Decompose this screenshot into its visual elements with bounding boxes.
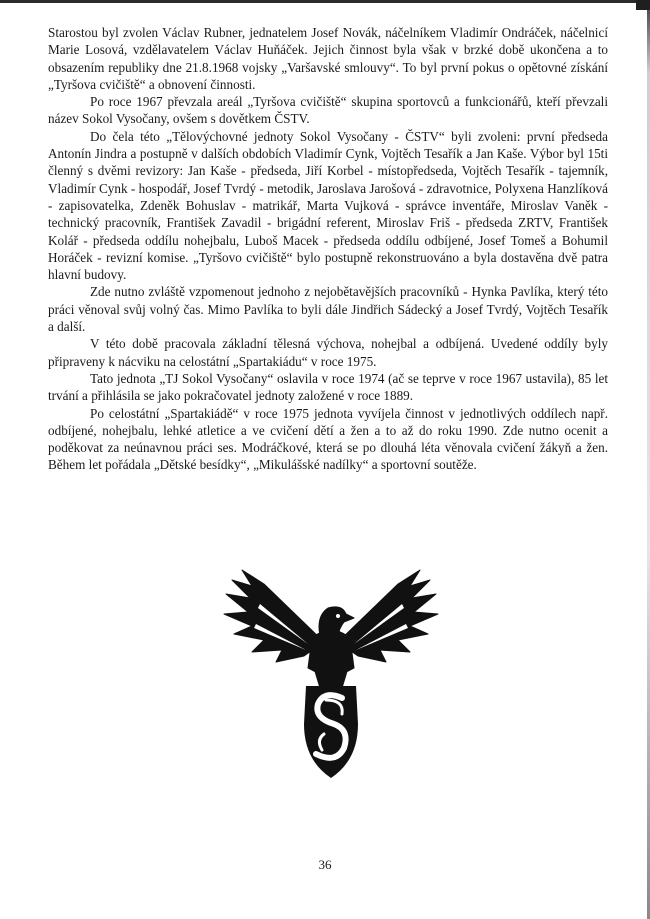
sokol-falcon-emblem-icon <box>212 564 450 816</box>
page-number: 36 <box>318 857 332 872</box>
scan-corner-shadow <box>636 0 650 10</box>
paragraph-7: Po celostátní „Spartakiádě“ v roce 1975 jednota vyvíjela činnost v jednotlivých oddílech např. odbíjené, nohejbalu, lehké atletice a ve cvičení dětí a žen a to až do roku 1990. Zde nutno ocenit a poděkovat za neúnavnou práci ses. Modráčkové, která se po dlouhá léta věnovala cvičení žákyň a žen. Během let pořádala „Dětské besídky“, „Mikulášské nadílky“ a sportovní soutěže. <box>48 405 608 473</box>
paragraph-2: Po roce 1967 převzala areál „Tyršova cvičiště“ skupina sportovců a funkcionářů, kteří převzali název Sokol Vysočany, ovšem s dovětkem ČSTV. <box>48 94 608 127</box>
scan-top-edge <box>0 0 650 3</box>
paragraph-6: Tato jednota „TJ Sokol Vysočany“ oslavila v roce 1974 (ač se teprve v roce 1967 ustavila), 85 let trvání a přihlásila se jako pokračovatel jednoty založené v roce 1889. <box>48 370 608 404</box>
body-text <box>48 24 608 474</box>
paragraph-3: Do čela této „Tělovýchovné jednoty Sokol Vysočany - ČSTV“ byli zvoleni: první předseda Antonín Jindra a postupně v dalších obdobích Vladimír Cynk, Vojtěch Tesařík a Jan Kaše. Výbor byl 15ti členný s dvěmi revizory: Jan Kaše - předseda, Jiří Korbel - místopředseda, Vojtěch Tesařík - tajemník, Vladimír Cynk - hospodář, Josef Tvrdý - metodik, Jaroslava Jarošová - zdravotnice, Polyxena Hanzlíková - zapisovatelka, Zdeněk Bohuslav - matrikář, Marta Vujková - správce inventáře, Miroslav Vaněk - technický pracovník, František Zavadil - brigádní referent, Miroslav Friš - předseda ZRTV, František Kolář - předseda oddílu nohejbalu, Luboš Macek - předseda oddílu odbíjené, Josef Tomeš a Bohumil Horáček - revizní komise. „Tyršovo cvičiště“ bylo postupně rekonstruováno a byla dostavěna dvě patra hlavní budovy. <box>48 128 608 283</box>
paragraph-1: Starostou byl zvolen Václav Rubner, jednatelem Josef Novák, náčelníkem Vladimír Ondráček, náčelnicí Marie Losová, vzdělavatelem Václav Huňáček. Jejich činnost byla však v brzké době ukončena a to obsazením republiky dne 21.8.1968 vojsky „Varšavské smlouvy“. To byl první pokus o opětovné získání „Tyršova cvičiště“ a obnovení činnosti. <box>48 25 608 92</box>
paragraph-5: V této době pracovala základní tělesná výchova, nohejbal a odbíjená. Uvedené oddíly byly připraveny k nácviku na celostátní „Spartakiádu“ v roce 1975. <box>48 336 608 369</box>
paragraph-4: Zde nutno zvláště vzpomenout jednoho z nejobětavějších pracovníků - Hynka Pavlíka, který této práci věnoval svůj volný čas. Mimo Pavlíka to byli dále Jindřich Sádecký a Josef Tvrdý, Vojtěch Tesařík a další. <box>48 284 608 335</box>
